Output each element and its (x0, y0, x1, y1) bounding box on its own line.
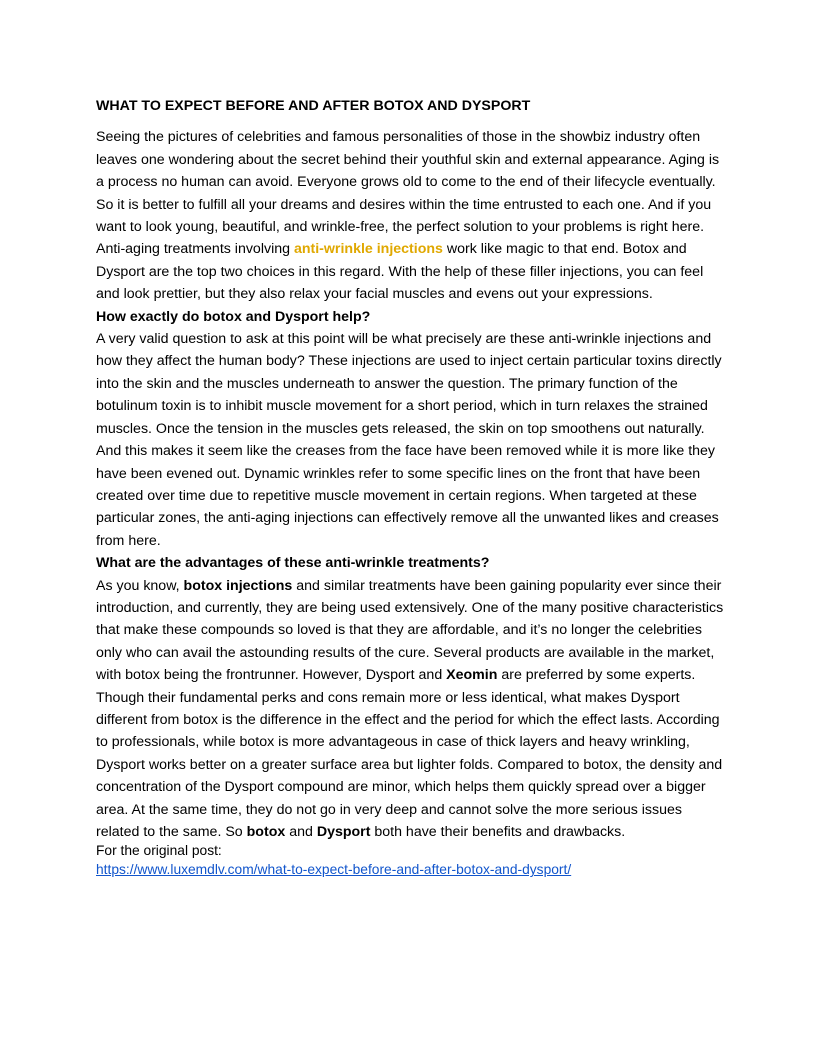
page-title: WHAT TO EXPECT BEFORE AND AFTER BOTOX AND DYSPORT (96, 98, 531, 114)
advantages-text-5: both have their benefits and drawbacks. (370, 824, 626, 840)
botox-injections-term: botox injections (183, 577, 293, 594)
document-page (96, 95, 724, 879)
intro-paragraph (96, 126, 724, 305)
botox-term: botox (246, 824, 286, 840)
source-link[interactable]: https://www.luxemdlv.com/what-to-expect-before-and-after-botox-and-dysport/ (96, 862, 572, 878)
section-heading-advantages: What are the advantages of these anti-wrinkle treatments? (96, 555, 490, 572)
anti-wrinkle-injections-link[interactable]: anti-wrinkle injections (293, 241, 443, 258)
advantages-text-2: and similar treatments have been gaining popularity ever since their introduction, and currently, they are being used extensively. One of the many positive characteristics that make these compounds so loved is that they are affordable, and it’s no longer the celebrities only who can avail the astounding results of the cure. Several products are available in the market, with botox being the frontrunner. However, Dysport and (96, 577, 724, 684)
source-footer (96, 841, 724, 879)
source-label: For the original post: (96, 843, 222, 859)
advantages-text-1: As you know, (96, 577, 184, 594)
section-body-how: A very valid question to ask at this point will be what precisely are these anti-wrinkle injections and how they affect the human body? These injections are used to inject certain particular toxins directly into the skin and the muscles underneath to answer the question. The primary function of the botulinum toxin is to inhibit muscle movement for a short period, which in turn relaxes the strained muscles. Once the tension in the muscles gets released, the skin on top smoothens out naturally. And this makes it seem like the creases from the face have been removed while it is more like they have been evened out. Dynamic wrinkles refer to some specific lines on the front that have been created over time due to repetitive muscle movement in certain regions. When targeted at these particular zones, the anti-aging injections can effectively remove all the unwanted likes and creases from here. (96, 331, 722, 549)
advantages-text-4: and (285, 824, 317, 840)
section-body-advantages (96, 575, 724, 844)
dysport-term: Dysport (316, 824, 371, 840)
intro-text-2: work like magic to that end. Botox and Dysport are the top two choices in this regard. With the help of these filler injections, you can feel and look prettier, but they also relax your facial muscles and evens out your expressions. (96, 241, 704, 303)
xeomin-term: Xeomin (446, 667, 498, 684)
section-heading-how: How exactly do botox and Dysport help? (96, 308, 371, 325)
intro-text-1: Seeing the pictures of celebrities and famous personalities of those in the showbiz industry often leaves one wondering about the secret behind their youthful skin and external appearance. Aging is a process no human can avoid. Everyone grows old to come to the end of their lifecycle eventually. So it is better to fulfill all your dreams and desires within the time entrusted to each one. And if you want to look young, beautiful, and wrinkle-free, the perfect solution to your problems is right here. Anti-aging treatments involving (96, 129, 720, 258)
advantages-text-3: are preferred by some experts. Though their fundamental perks and cons remain more or less identical, what makes Dysport different from botox is the difference in the effect and the period for which the effect lasts. According to professionals, while botox is more advantageous in case of thick layers and heavy wrinkling, Dysport works better on a greater surface area but lighter folds. Compared to botox, the density and concentration of the Dysport compound are minor, which helps them quickly spread over a bigger area. At the same time, they do not go in very deep and cannot solve the more serious issues related to the same. So (96, 667, 723, 840)
